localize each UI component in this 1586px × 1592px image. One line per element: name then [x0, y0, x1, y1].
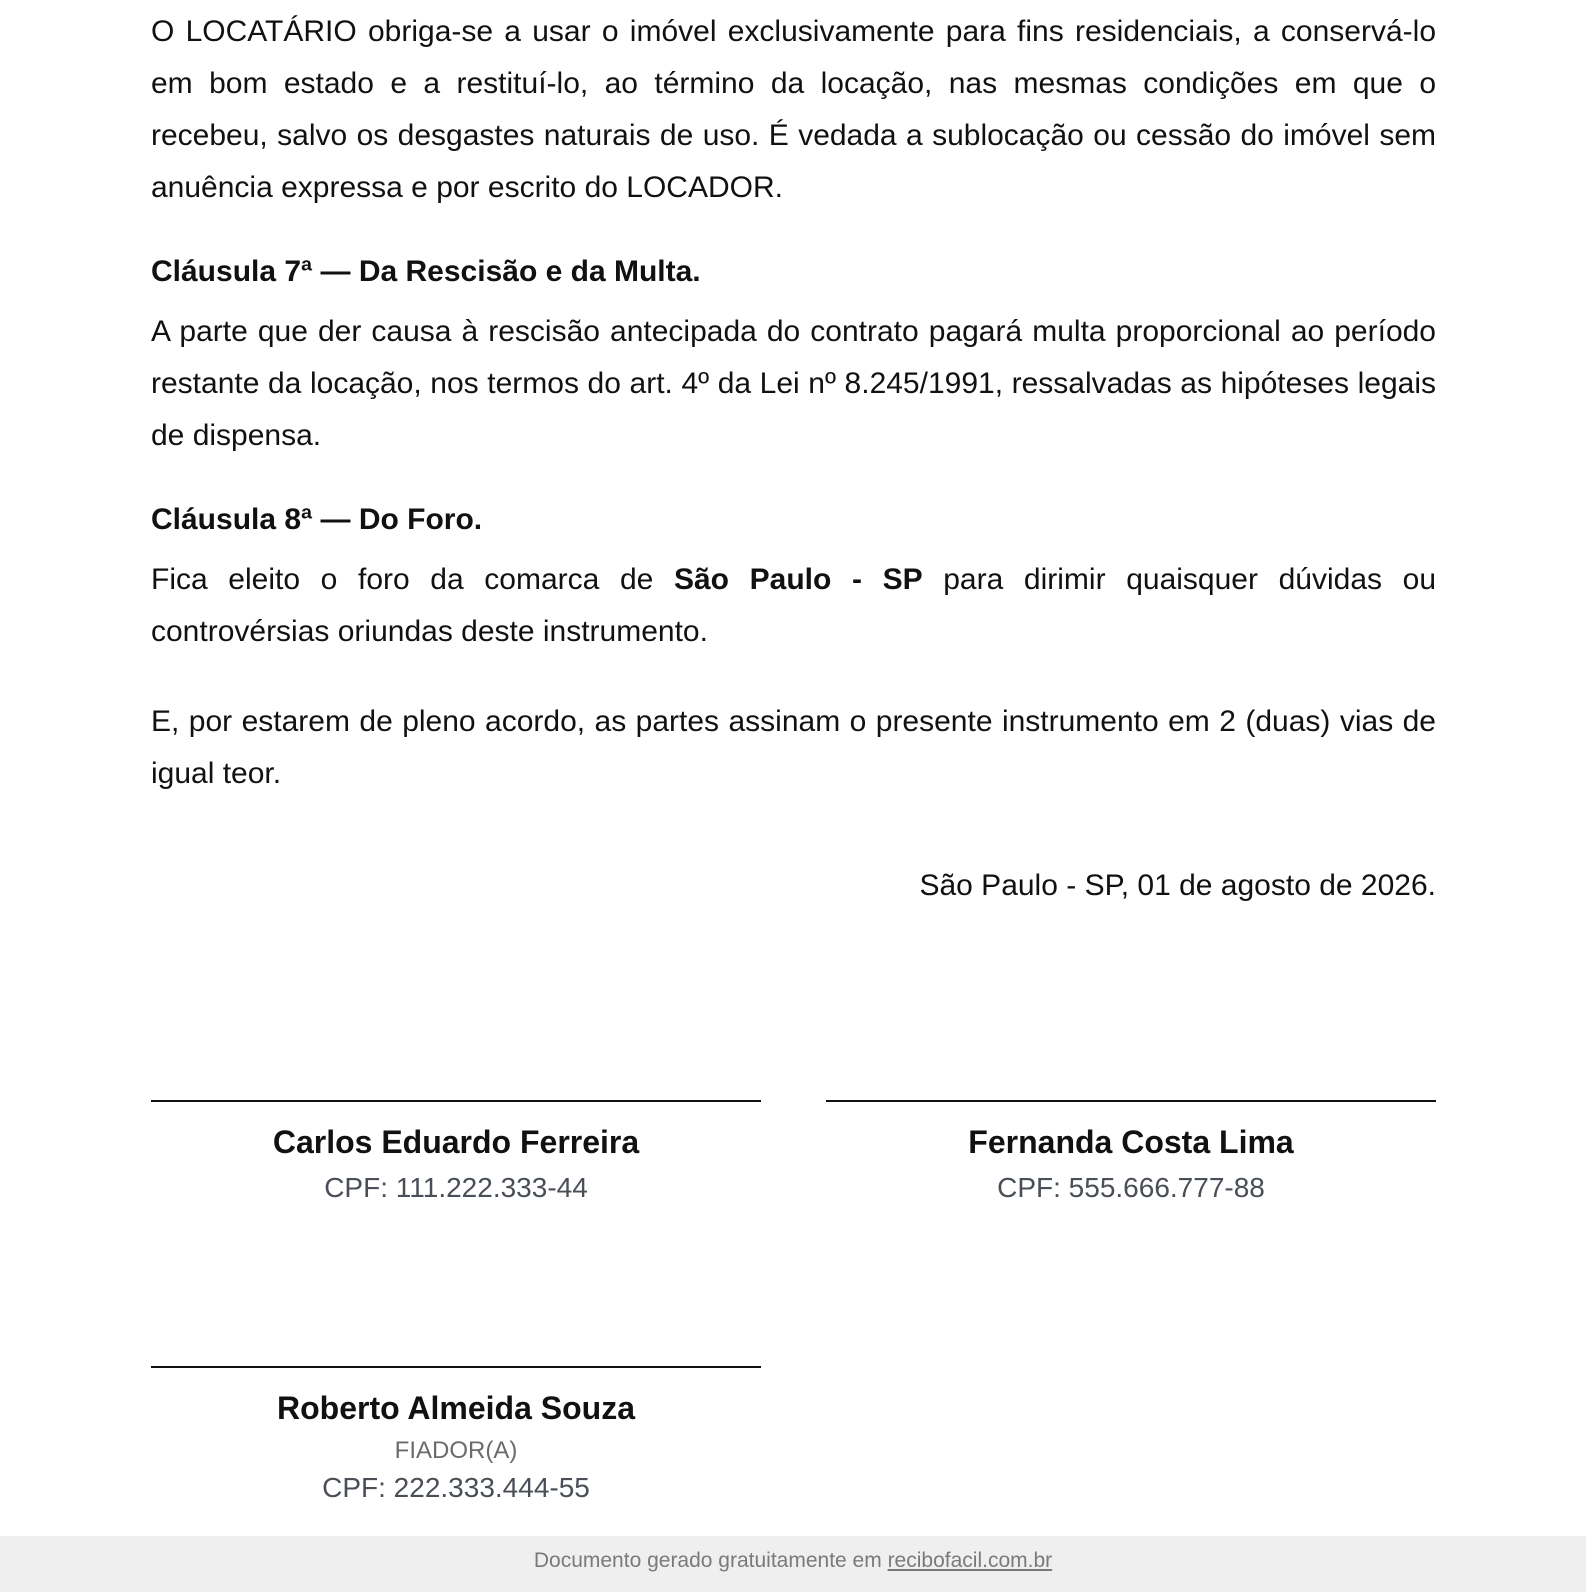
signature-line [826, 1100, 1436, 1102]
signer-name: Fernanda Costa Lima [968, 1124, 1294, 1160]
signer-name: Carlos Eduardo Ferreira [272, 1124, 640, 1160]
closing-paragraph: E, por estarem de pleno acordo, as partes assinam o presente instrumento em 2 (duas) vias de igual teor. [151, 705, 1436, 790]
signer-cpf: CPF: 111.222.333-44 [324, 1172, 588, 1203]
footer-bar [0, 1536, 1586, 1592]
signer-name: Roberto Almeida Souza [277, 1390, 635, 1426]
clause-8-text-before: Fica eleito o foro da comarca de [151, 563, 674, 596]
forum-city: São Paulo - SP [673, 563, 923, 596]
clause-8-title: Cláusula 8ª — Do Foro. [151, 503, 483, 536]
signature-line [151, 1366, 761, 1368]
usage-paragraph: O LOCATÁRIO obriga-se a usar o imóvel exclusivamente para fins residenciais, a conservá-lo em bom estado e a restituí-lo, ao término da locação, nas mesmas condições em que o recebeu, salvo os desgastes naturais de uso. É vedada a sublocação ou cessão do imóvel sem anuência expressa e por escrito do LOCADOR. [151, 15, 1436, 204]
clause-7-title: Cláusula 7ª — Da Rescisão e da Multa. [151, 255, 701, 288]
signer-cpf: CPF: 222.333.444-55 [322, 1472, 590, 1503]
signer-cpf: CPF: 555.666.777-88 [997, 1172, 1265, 1203]
date-line: São Paulo - SP, 01 de agosto de 2026. [919, 869, 1436, 902]
signer-role: FIADOR(A) [394, 1437, 518, 1464]
clause-8-text-after: para dirimir quaisquer dúvidas ou controvérsias oriundas deste instrumento. [151, 563, 1437, 648]
footer-text: Documento gerado gratuitamente em [533, 1549, 888, 1572]
clause-7-text: A parte que der causa à rescisão antecipada do contrato pagará multa proporcional ao período restante da locação, nos termos do art. 4º da Lei nº 8.245/1991, ressalvadas as hipóteses legais de dispensa. [151, 315, 1436, 452]
signature-block-landlord [151, 1100, 761, 1206]
footer-link[interactable]: recibofacil.com.br [887, 1549, 1053, 1572]
signature-line [151, 1100, 761, 1102]
signature-block-guarantor [151, 1366, 761, 1506]
signature-block-tenant [826, 1100, 1436, 1206]
clause-8-text [151, 554, 1436, 658]
